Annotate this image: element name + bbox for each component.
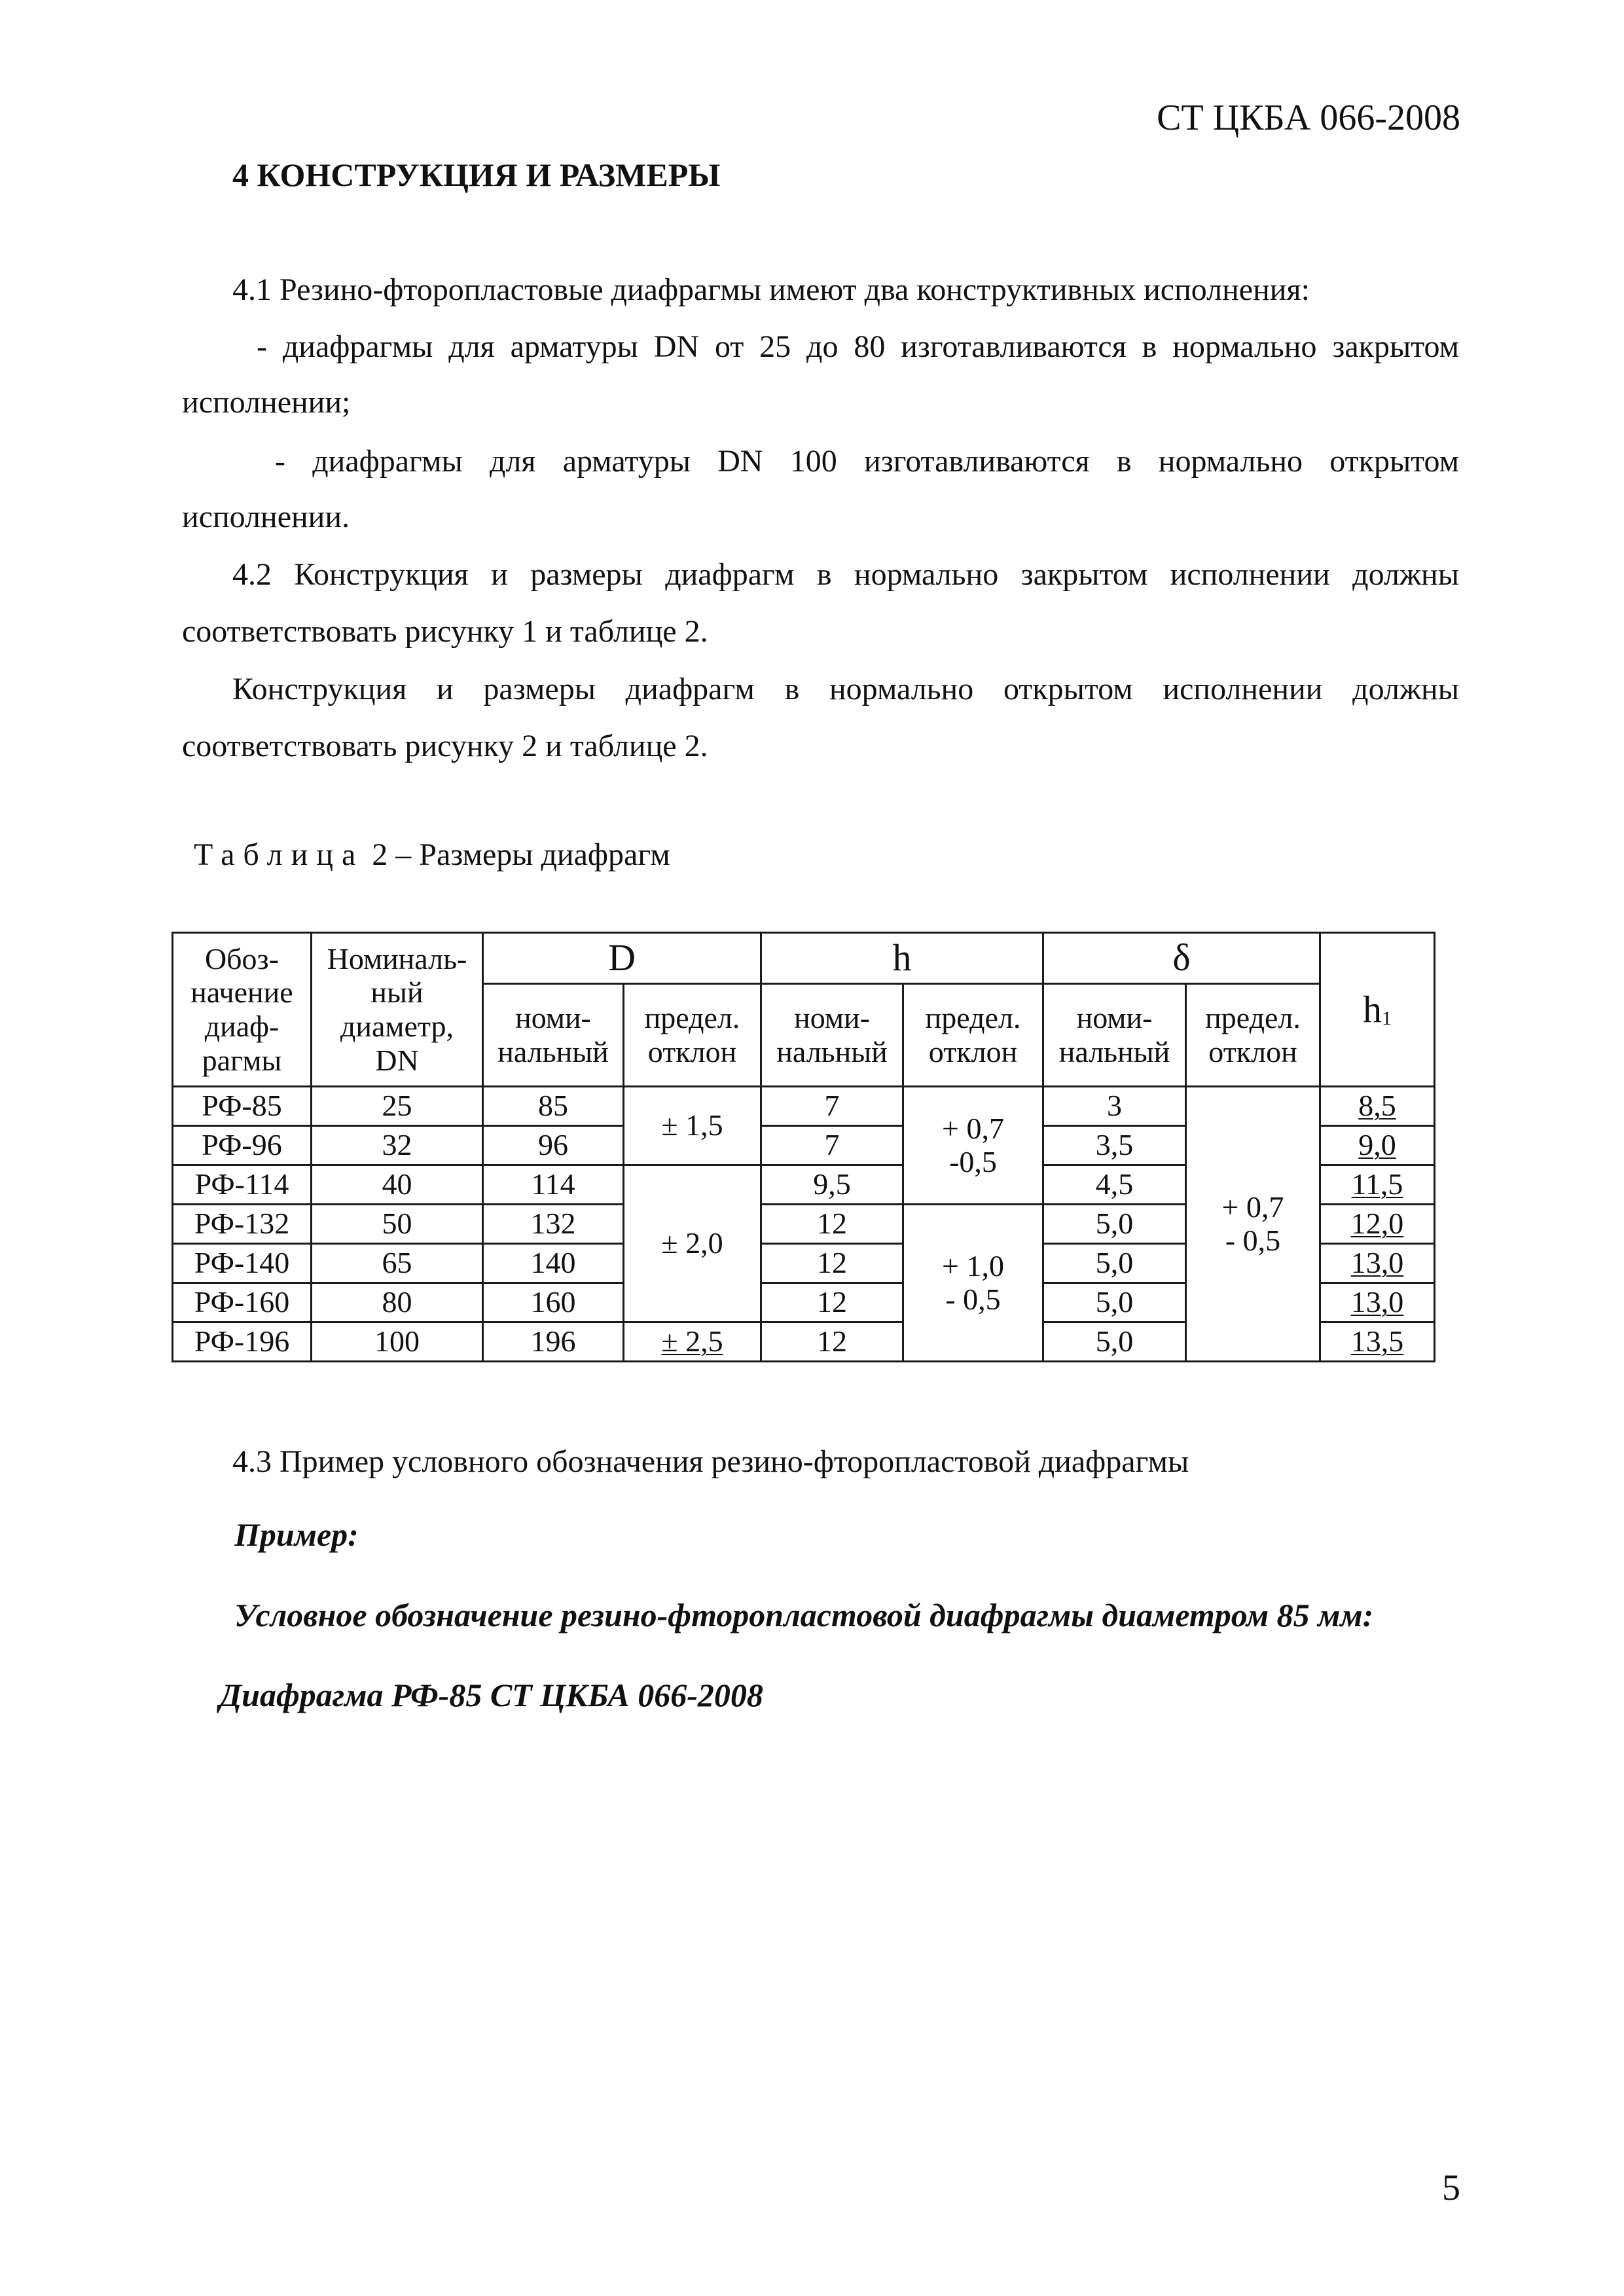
header-nominal-diameter: Номиналь- ный диаметр, DN bbox=[312, 933, 483, 1087]
section-title: 4 КОНСТРУКЦИЯ И РАЗМЕРЫ bbox=[232, 156, 721, 193]
paragraph-4-3: 4.3 Пример условного обозначения резино-фторопластовой диафрагмы bbox=[232, 1444, 1189, 1479]
header-D-nominal: номи- нальный bbox=[483, 984, 624, 1087]
table-row: РФ-160 80 160 12 5,0 13,0 bbox=[173, 1283, 1435, 1322]
table-caption-word: Таблица bbox=[194, 837, 365, 872]
header-delta-nominal: номи- нальный bbox=[1043, 984, 1186, 1087]
paragraph-4-1: 4.1 Резино-фторопластовые диафрагмы имеют два конструктивных исполнения: bbox=[232, 272, 1310, 307]
header-designation: Обоз- начение диаф- рагмы bbox=[173, 933, 312, 1087]
list-item-2-line-1: - диафрагмы для арматуры DN 100 изготавливаются в нормально открытом bbox=[275, 444, 1459, 479]
tolerance-h-2: + 1,0 - 0,5 bbox=[903, 1205, 1043, 1362]
tolerance-D-1: ± 1,5 bbox=[624, 1087, 761, 1165]
header-h: h bbox=[761, 933, 1043, 984]
page-number: 5 bbox=[1442, 2168, 1460, 2208]
header-D: D bbox=[483, 933, 761, 984]
paragraph-open-line-1: Конструкция и размеры диафрагм в нормально открытом исполнении должны bbox=[232, 672, 1459, 706]
example-label: Пример: bbox=[234, 1516, 359, 1553]
table-caption bbox=[194, 837, 670, 873]
example-line-2: Диафрагма РФ-85 СТ ЦКБА 066-2008 bbox=[219, 1677, 763, 1713]
header-h1: h1 bbox=[1320, 933, 1435, 1087]
table-row: РФ-96 32 96 7 3,5 9,0 bbox=[173, 1126, 1435, 1165]
header-delta-deviation: предел. отклон bbox=[1186, 984, 1320, 1087]
document-code: СТ ЦКБА 066-2008 bbox=[1157, 98, 1460, 138]
example-line-1: Условное обозначение резино-фторопластовой диафрагмы диаметром 85 мм: bbox=[234, 1597, 1374, 1633]
tolerance-delta: + 0,7 - 0,5 bbox=[1186, 1087, 1320, 1362]
paragraph-4-2-line-1: 4.2 Конструкция и размеры диафрагм в нормально закрытом исполнении должны bbox=[232, 557, 1459, 592]
list-item-2-line-2: исполнении. bbox=[182, 500, 350, 534]
list-item-1-line-2: исполнении; bbox=[182, 385, 351, 420]
table-row: РФ-196 100 196 ± 2,5 12 5,0 13,5 bbox=[173, 1322, 1435, 1362]
table-caption-text: 2 – Размеры диафрагм bbox=[364, 837, 670, 872]
list-item-1-line-1: - диафрагмы для арматуры DN от 25 до 80 изготавливаются в нормально закрытом bbox=[257, 329, 1459, 364]
table-row: РФ-114 40 114 ± 2,0 9,5 4,5 11,5 bbox=[173, 1165, 1435, 1205]
paragraph-open-line-2: соответствовать рисунку 2 и таблице 2. bbox=[182, 729, 708, 763]
table-row: РФ-132 50 132 12 + 1,0 - 0,5 5,0 12,0 bbox=[173, 1205, 1435, 1244]
tolerance-D-3: ± 2,5 bbox=[624, 1322, 761, 1362]
tolerance-D-2: ± 2,0 bbox=[624, 1165, 761, 1322]
header-D-deviation: предел. отклон bbox=[624, 984, 761, 1087]
table-row: РФ-140 65 140 12 5,0 13,0 bbox=[173, 1244, 1435, 1283]
header-delta: δ bbox=[1043, 933, 1320, 984]
dimensions-table bbox=[171, 932, 1435, 1362]
paragraph-4-2-line-2: соответствовать рисунку 1 и таблице 2. bbox=[182, 614, 708, 649]
header-h-nominal: номи- нальный bbox=[761, 984, 903, 1087]
tolerance-h-1: + 0,7 -0,5 bbox=[903, 1087, 1043, 1205]
header-h-deviation: предел. отклон bbox=[903, 984, 1043, 1087]
table-row: РФ-85 25 85 ± 1,5 7 + 0,7 -0,5 3 + 0,7 - 0,5 8,5 bbox=[173, 1087, 1435, 1126]
